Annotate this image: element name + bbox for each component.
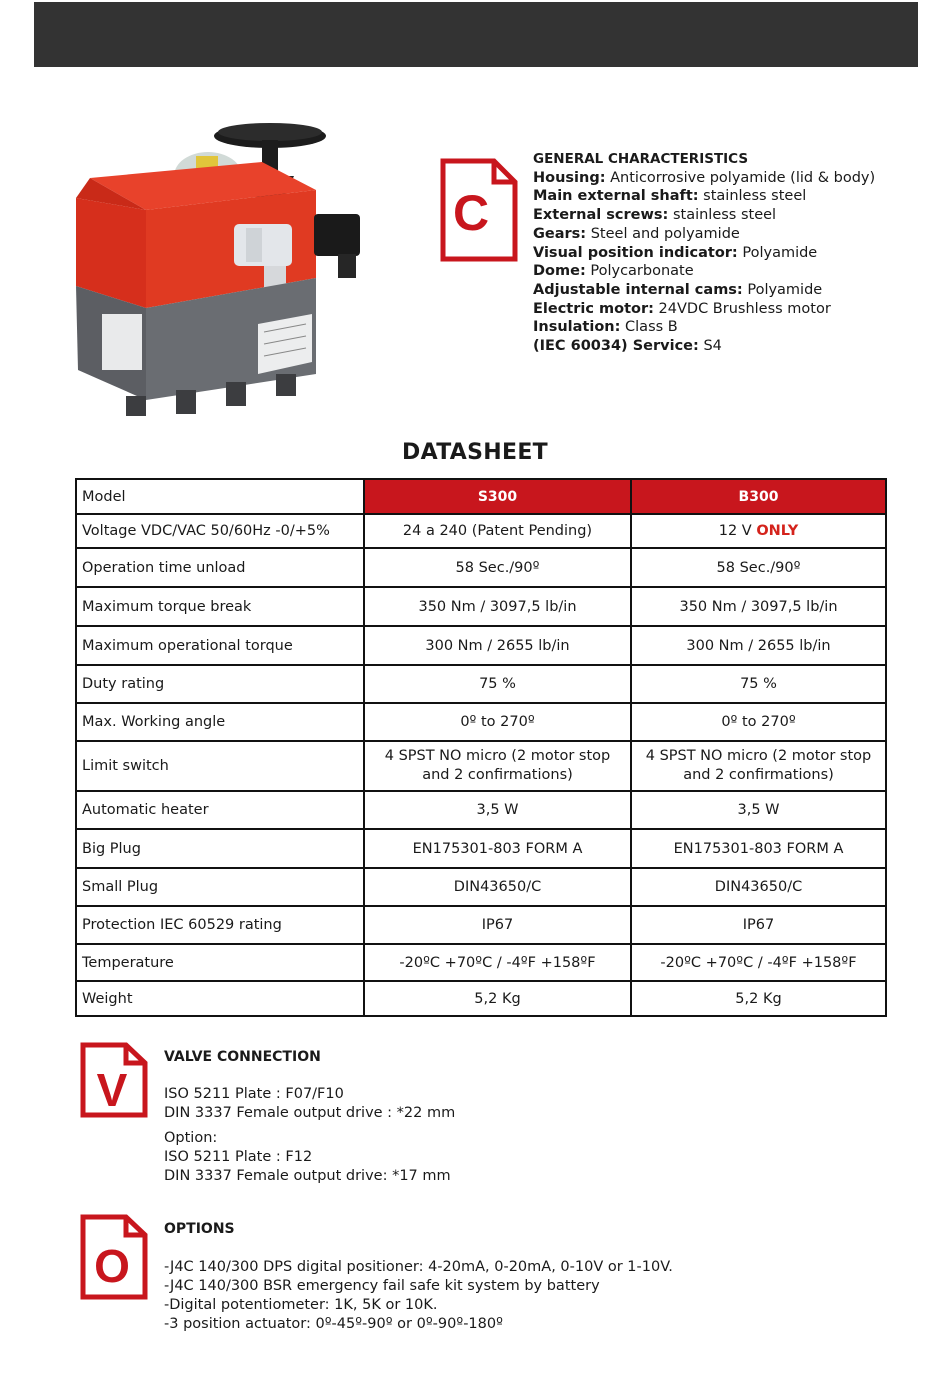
general-characteristics-heading: GENERAL CHARACTERISTICS	[533, 151, 749, 167]
row-label: Maximum torque break	[76, 587, 364, 626]
row-value-b300: 58 Sec./90º	[631, 548, 886, 587]
row-value-b300: 75 %	[631, 665, 886, 703]
spec-main-shaft: Main external shaft: stainless steel	[533, 188, 807, 205]
table-row	[76, 741, 886, 791]
options-body	[164, 1258, 673, 1334]
row-value-s300: 4 SPST NO micro (2 motor stop and 2 confirmations)	[364, 741, 631, 791]
valve-connection-heading: VALVE CONNECTION	[164, 1049, 321, 1065]
option-line: -J4C 140/300 BSR emergency fail safe kit system by battery	[164, 1278, 600, 1294]
header-model-s300: S300	[364, 479, 631, 514]
option-line: -3 position actuator: 0º-45º-90º or 0º-90º-180º	[164, 1316, 503, 1332]
header-model-b300: B300	[631, 479, 886, 514]
row-value-s300: 0º to 270º	[364, 703, 631, 741]
valve-option-label: Option:	[164, 1130, 218, 1146]
options-heading: OPTIONS	[164, 1221, 235, 1237]
datasheet-table	[75, 478, 887, 1017]
table-row	[76, 906, 886, 944]
table-row	[76, 981, 886, 1016]
table-row	[76, 791, 886, 829]
row-label: Small Plug	[76, 868, 364, 906]
table-row	[76, 868, 886, 906]
general-characteristics	[533, 150, 933, 356]
row-value-b300: 4 SPST NO micro (2 motor stop and 2 confirmations)	[631, 741, 886, 791]
spec-external-screws: External screws: stainless steel	[533, 207, 777, 224]
valve-line: DIN 3337 Female output drive : *22 mm	[164, 1105, 456, 1121]
table-row	[76, 626, 886, 665]
row-value-s300: IP67	[364, 906, 631, 944]
table-row	[76, 703, 886, 741]
document-c-icon	[440, 158, 518, 262]
row-label: Duty rating	[76, 665, 364, 703]
spec-gears: Gears: Steel and polyamide	[533, 225, 740, 242]
row-value-b300: -20ºC +70ºC / -4ºF +158ºF	[631, 944, 886, 981]
table-row	[76, 548, 886, 587]
header-bar	[34, 2, 918, 67]
spec-service: (IEC 60034) Service: S4	[533, 338, 722, 355]
table-row	[76, 587, 886, 626]
row-value-s300: DIN43650/C	[364, 868, 631, 906]
row-value-b300: 12 V ONLY	[631, 514, 886, 548]
row-label: Voltage VDC/VAC 50/60Hz -0/+5%	[76, 514, 364, 548]
table-row	[76, 514, 886, 548]
row-value-s300: -20ºC +70ºC / -4ºF +158ºF	[364, 944, 631, 981]
row-value-b300: EN175301-803 FORM A	[631, 829, 886, 868]
valve-line: DIN 3337 Female output drive: *17 mm	[164, 1168, 451, 1184]
svg-text:O: O	[94, 1240, 130, 1292]
row-label: Big Plug	[76, 829, 364, 868]
row-label: Protection IEC 60529 rating	[76, 906, 364, 944]
valve-connection-body	[164, 1085, 455, 1186]
row-value-b300: 350 Nm / 3097,5 lb/in	[631, 587, 886, 626]
row-value-b300: 5,2 Kg	[631, 981, 886, 1016]
row-value-s300: 300 Nm / 2655 lb/in	[364, 626, 631, 665]
actuator-product-image	[66, 118, 396, 436]
row-value-s300: EN175301-803 FORM A	[364, 829, 631, 868]
row-value-s300: 5,2 Kg	[364, 981, 631, 1016]
row-label: Maximum operational torque	[76, 626, 364, 665]
table-row	[76, 944, 886, 981]
row-label: Temperature	[76, 944, 364, 981]
row-value-b300: DIN43650/C	[631, 868, 886, 906]
row-value-b300: 300 Nm / 2655 lb/in	[631, 626, 886, 665]
row-label: Max. Working angle	[76, 703, 364, 741]
spec-housing: Housing: Anticorrosive polyamide (lid & body)	[533, 169, 876, 186]
row-label: Weight	[76, 981, 364, 1016]
row-value-s300: 75 %	[364, 665, 631, 703]
only-highlight: ONLY	[756, 523, 799, 539]
row-value-s300: 350 Nm / 3097,5 lb/in	[364, 587, 631, 626]
spec-dome: Dome: Polycarbonate	[533, 263, 694, 280]
row-value-s300: 58 Sec./90º	[364, 548, 631, 587]
datasheet-title: DATASHEET	[402, 440, 548, 465]
table-row	[76, 665, 886, 703]
row-label: Operation time unload	[76, 548, 364, 587]
spec-visual-indicator: Visual position indicator: Polyamide	[533, 244, 818, 261]
valve-line: ISO 5211 Plate : F12	[164, 1149, 313, 1165]
header-label: Model	[76, 479, 364, 514]
option-line: -J4C 140/300 DPS digital positioner: 4-20mA, 0-20mA, 0-10V or 1-10V.	[164, 1259, 673, 1275]
valve-line: ISO 5211 Plate : F07/F10	[164, 1086, 344, 1102]
spec-insulation: Insulation: Class B	[533, 319, 678, 336]
row-label: Automatic heater	[76, 791, 364, 829]
table-header-row	[76, 479, 886, 514]
row-value-s300: 3,5 W	[364, 791, 631, 829]
row-value-b300: 0º to 270º	[631, 703, 886, 741]
row-value-b300: 3,5 W	[631, 791, 886, 829]
table-row	[76, 829, 886, 868]
spec-electric-motor: Electric motor: 24VDC Brushless motor	[533, 300, 831, 317]
svg-text:C: C	[452, 185, 490, 241]
document-v-icon	[80, 1042, 148, 1118]
spec-internal-cams: Adjustable internal cams: Polyamide	[533, 281, 823, 298]
document-o-icon	[80, 1214, 148, 1300]
row-label: Limit switch	[76, 741, 364, 791]
row-value-s300: 24 a 240 (Patent Pending)	[364, 514, 631, 548]
svg-text:V: V	[96, 1064, 128, 1116]
row-value-b300: IP67	[631, 906, 886, 944]
option-line: -Digital potentiometer: 1K, 5K or 10K.	[164, 1297, 438, 1313]
